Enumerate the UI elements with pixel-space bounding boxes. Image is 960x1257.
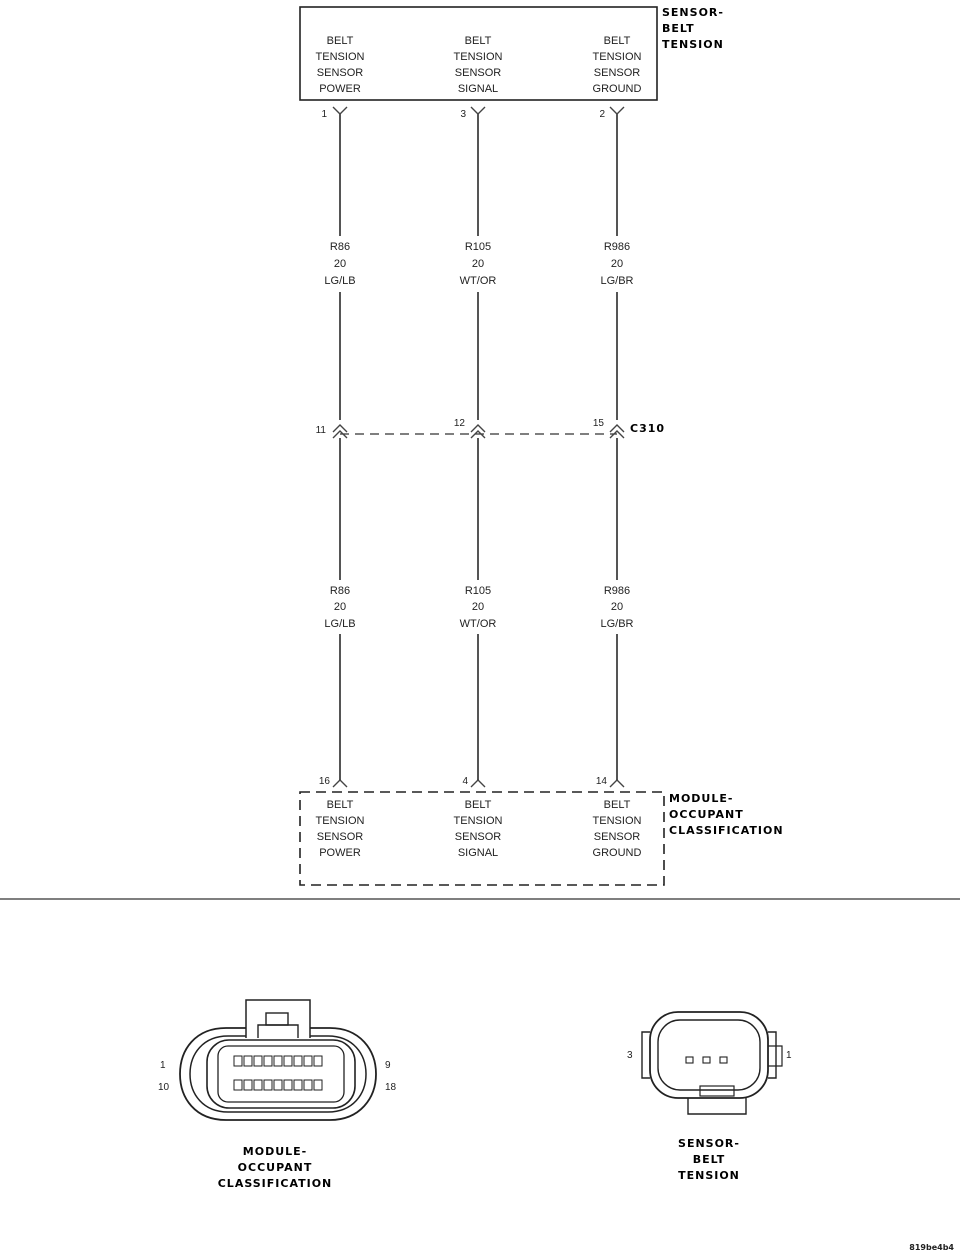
- sensor-connector-right-rib: [768, 1032, 776, 1078]
- wire-r105-lower-circuit: R105: [464, 585, 492, 597]
- module-connector-insert: [218, 1046, 344, 1102]
- sensor-terminal-3: [471, 107, 485, 114]
- module-col2-line2: TENSION: [453, 815, 503, 827]
- sensor-col2-line4: SIGNAL: [457, 83, 499, 95]
- module-view-pin-18: 18: [385, 1082, 397, 1093]
- wire-r86-lower-gauge: 20: [333, 601, 347, 613]
- wire-r105-upper-gauge: 20: [471, 258, 485, 270]
- sensor-col1-line2: TENSION: [315, 51, 365, 63]
- cavity-row-top: [234, 1056, 322, 1066]
- sensor-cavity-1: [720, 1057, 727, 1063]
- cavity-12: [254, 1080, 262, 1090]
- sensor-connector-key-slot: [700, 1086, 734, 1096]
- module-col3-line1: BELT: [603, 799, 631, 811]
- cavity-2: [244, 1056, 252, 1066]
- wire-r986-upper-color: LG/BR: [600, 275, 634, 287]
- cavity-13: [264, 1080, 272, 1090]
- module-col2-line3: SENSOR: [454, 831, 502, 843]
- module-connector-latch-housing: [246, 1000, 310, 1038]
- module-col2-line4: SIGNAL: [457, 847, 499, 859]
- module-view-title-line-3: CLASSIFICATION: [217, 1177, 333, 1190]
- module-view-title-line-2: OCCUPANT: [237, 1161, 313, 1174]
- module-terminal-4: [471, 780, 485, 787]
- sensor-col2-line1: BELT: [464, 35, 492, 47]
- module-view-title-line-1: MODULE-: [242, 1145, 308, 1158]
- wire-r105-upper-color: WT/OR: [459, 275, 497, 287]
- sensor-belt-tension-component: [300, 6, 724, 120]
- module-view-pin-9: 9: [385, 1060, 391, 1071]
- module-col1-line4: POWER: [319, 847, 361, 859]
- sensor-col2-line2: TENSION: [453, 51, 503, 63]
- wire-r986-lower-color: LG/BR: [600, 618, 634, 630]
- sensor-pin-ground: 2: [599, 109, 605, 120]
- sensor-view-pin-3: 3: [627, 1050, 633, 1061]
- sensor-title-line-3: TENSION: [662, 38, 724, 51]
- sensor-col3-line2: TENSION: [592, 51, 642, 63]
- wire-r86-lower-circuit: R86: [329, 585, 351, 597]
- module-col2-line1: BELT: [464, 799, 492, 811]
- module-col3-line2: TENSION: [592, 815, 642, 827]
- module-title-line-1: MODULE-: [669, 792, 734, 805]
- sensor-view-pin-1: 1: [786, 1050, 792, 1061]
- module-title-line-2: OCCUPANT: [669, 808, 744, 821]
- module-occupant-classification-component: [300, 776, 784, 885]
- sensor-title-line-2: BELT: [662, 22, 695, 35]
- cavity-9: [314, 1056, 322, 1066]
- wire-r986-lower-gauge: 20: [610, 601, 624, 613]
- sensor-cavity-2: [703, 1057, 710, 1063]
- connector-c310: [316, 418, 665, 438]
- module-col1-line2: TENSION: [315, 815, 365, 827]
- wires: [340, 114, 617, 780]
- cavity-8: [304, 1056, 312, 1066]
- module-connector-cavities: [234, 1056, 322, 1090]
- upper-wire-labels: [324, 241, 633, 287]
- module-view-pin-10: 10: [158, 1082, 170, 1093]
- cavity-18: [314, 1080, 322, 1090]
- cavity-17: [304, 1080, 312, 1090]
- wire-r86-lower-color: LG/LB: [324, 618, 356, 630]
- sensor-col1-line1: BELT: [326, 35, 354, 47]
- wire-r986-upper-gauge: 20: [610, 258, 624, 270]
- sensor-cavity-3: [686, 1057, 693, 1063]
- module-connector-outer-shell: [180, 1028, 376, 1120]
- sensor-connector-inner-shell: [658, 1020, 760, 1090]
- module-col3-line3: SENSOR: [593, 831, 641, 843]
- wire-r986-upper-circuit: R986: [603, 241, 631, 253]
- sensor-pin-power: 1: [321, 109, 327, 120]
- sensor-title-line-1: SENSOR-: [662, 6, 724, 19]
- wire-r86-upper-color: LG/LB: [324, 275, 356, 287]
- module-connector-view: [158, 1000, 397, 1190]
- module-col3-line4: GROUND: [592, 847, 642, 859]
- sensor-col3-line3: SENSOR: [593, 67, 641, 79]
- wire-r105-lower-gauge: 20: [471, 601, 485, 613]
- cavity-row-bottom: [234, 1080, 322, 1090]
- sensor-view-title-line-2: BELT: [692, 1153, 726, 1166]
- module-pin-14: 14: [595, 776, 607, 787]
- cavity-15: [284, 1080, 292, 1090]
- cavity-16: [294, 1080, 302, 1090]
- cavity-3: [254, 1056, 262, 1066]
- cavity-6: [284, 1056, 292, 1066]
- wire-r986-lower-circuit: R986: [603, 585, 631, 597]
- c310-pin-15: 15: [592, 418, 604, 429]
- module-view-pin-1: 1: [160, 1060, 166, 1071]
- sensor-col3-line4: GROUND: [592, 83, 642, 95]
- wire-r105-lower-color: WT/OR: [459, 618, 497, 630]
- sensor-connector-outer-shell: [650, 1012, 768, 1098]
- sensor-pin-signal: 3: [460, 109, 466, 120]
- module-title-line-3: CLASSIFICATION: [669, 824, 784, 837]
- cavity-14: [274, 1080, 282, 1090]
- cavity-10: [234, 1080, 242, 1090]
- module-terminal-14: [610, 780, 624, 787]
- sensor-col3-line1: BELT: [603, 35, 631, 47]
- module-connector-latch-inner: [258, 1025, 298, 1038]
- module-pin-16: 16: [318, 776, 330, 787]
- wire-r86-upper-gauge: 20: [333, 258, 347, 270]
- figure-id: 819be4b4: [909, 1243, 954, 1252]
- module-col1-line3: SENSOR: [316, 831, 364, 843]
- sensor-view-title-line-1: SENSOR-: [678, 1137, 740, 1150]
- sensor-terminal-2: [610, 107, 624, 114]
- lower-wire-labels: [324, 585, 633, 630]
- c310-pin-12: 12: [453, 418, 465, 429]
- cavity-5: [274, 1056, 282, 1066]
- sensor-col2-line3: SENSOR: [454, 67, 502, 79]
- module-terminal-16: [333, 780, 347, 787]
- sensor-connector-left-rib: [642, 1032, 650, 1078]
- sensor-col1-line3: SENSOR: [316, 67, 364, 79]
- module-connector-latch-tab: [266, 1013, 288, 1025]
- module-pin-4: 4: [462, 776, 468, 787]
- sensor-terminal-1: [333, 107, 347, 114]
- module-col1-line1: BELT: [326, 799, 354, 811]
- sensor-view-title-line-3: TENSION: [678, 1169, 740, 1182]
- sensor-connector-right-lock: [768, 1046, 782, 1066]
- sensor-connector-view: [627, 1012, 792, 1182]
- wire-r86-upper-circuit: R86: [329, 241, 351, 253]
- sensor-connector-bottom-key: [688, 1098, 746, 1114]
- cavity-11: [244, 1080, 252, 1090]
- cavity-7: [294, 1056, 302, 1066]
- module-connector-body: [207, 1040, 355, 1108]
- c310-pin-11: 11: [315, 425, 326, 436]
- c310-label: C310: [630, 422, 666, 435]
- sensor-col1-line4: POWER: [319, 83, 361, 95]
- cavity-4: [264, 1056, 272, 1066]
- cavity-1: [234, 1056, 242, 1066]
- wire-r105-upper-circuit: R105: [464, 241, 492, 253]
